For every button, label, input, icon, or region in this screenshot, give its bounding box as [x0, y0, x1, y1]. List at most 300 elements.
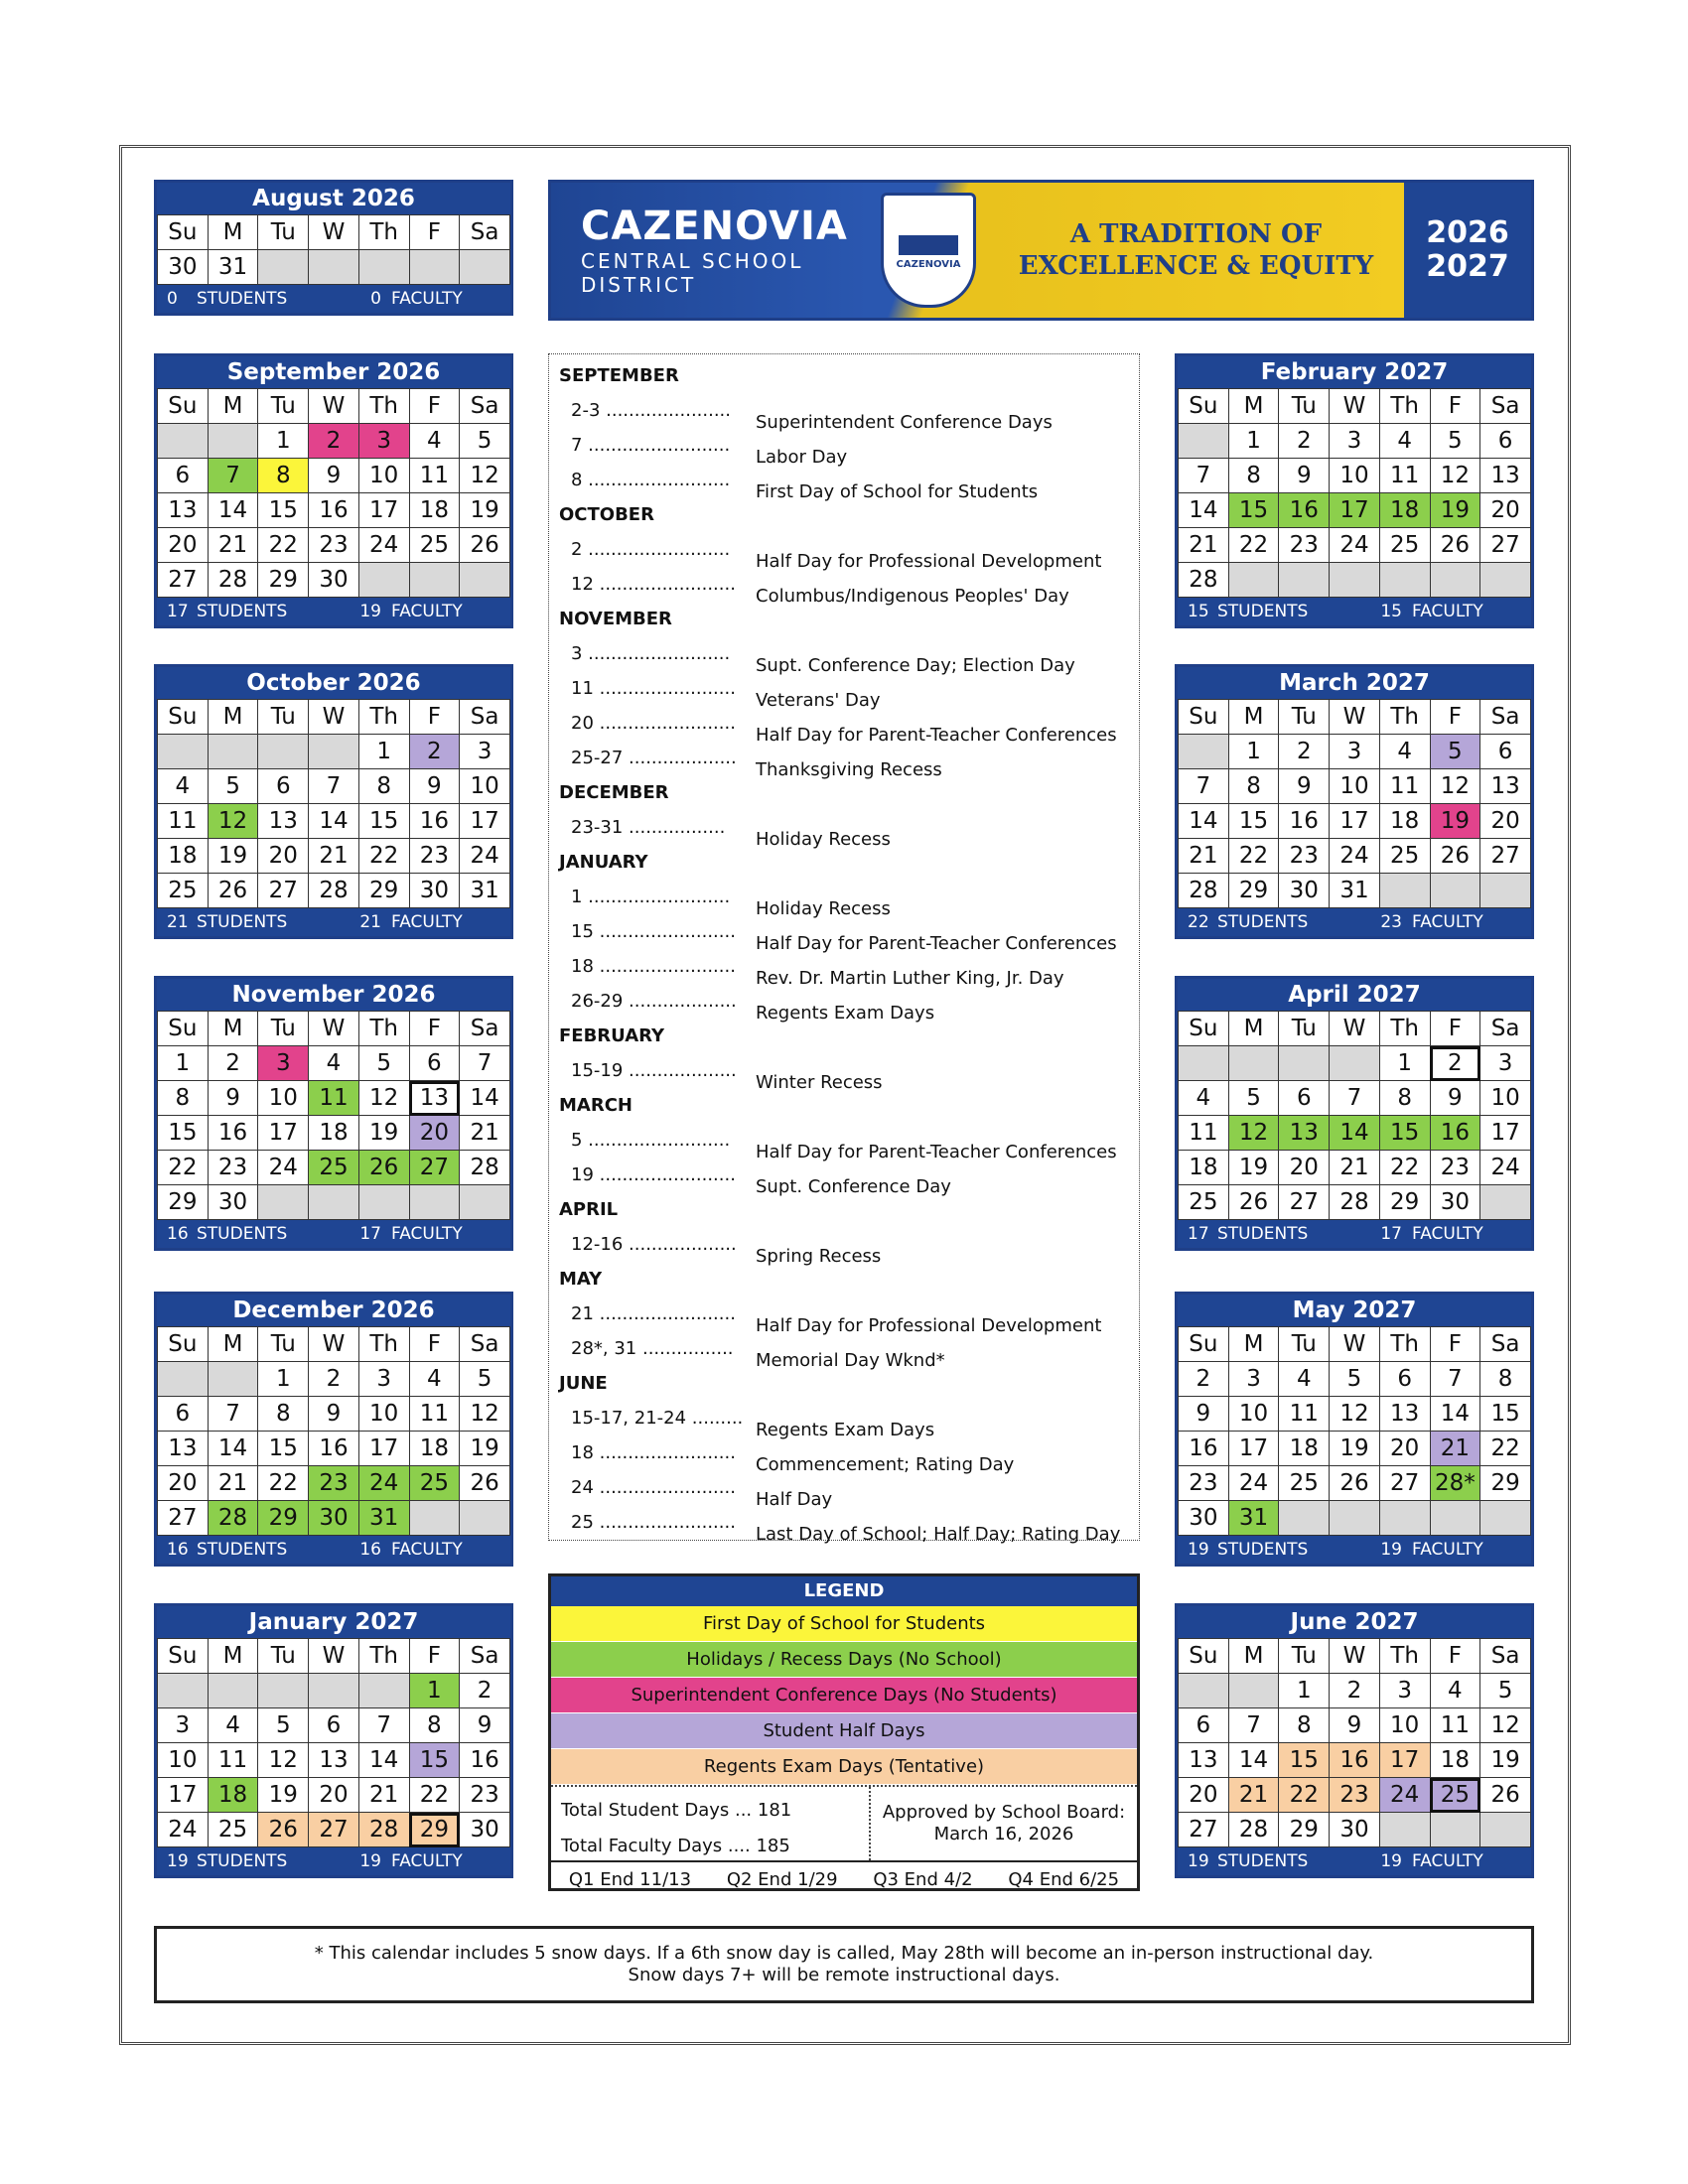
student-count: 0: [167, 289, 178, 309]
weekday-header: Sa: [460, 215, 510, 250]
day-cell: 21: [1179, 839, 1229, 874]
empty-day-cell: [309, 1674, 359, 1708]
student-count: 16: [167, 1540, 189, 1560]
weekday-header: F: [1430, 389, 1480, 424]
day-cell: 3: [460, 735, 510, 769]
day-count-footer: [1178, 1536, 1531, 1564]
weekday-header: Sa: [460, 1327, 510, 1362]
empty-day-cell: [1379, 1501, 1430, 1536]
day-cell: 10: [358, 1397, 409, 1432]
day-cell: 11: [1279, 1397, 1330, 1432]
day-cell: 24: [1480, 1151, 1531, 1185]
weekday-header: Th: [358, 700, 409, 735]
day-cell: 6: [1480, 424, 1531, 459]
day-cell: 15: [1480, 1397, 1531, 1432]
snow-day-note: [154, 1926, 1534, 2003]
faculty-label: FACULTY: [391, 1540, 463, 1560]
day-cell: 30: [158, 250, 209, 285]
empty-day-cell: [158, 1674, 209, 1708]
empty-day-cell: [1480, 563, 1531, 598]
day-cell: 14: [1430, 1397, 1480, 1432]
day-cell: 27: [158, 1501, 209, 1536]
day-cell: 26: [460, 1466, 510, 1501]
day-cell: 12: [358, 1081, 409, 1116]
day-cell: 12: [1480, 1708, 1531, 1743]
empty-day-cell: [1480, 1501, 1531, 1536]
day-cell: 18: [1430, 1743, 1480, 1778]
faculty-label: FACULTY: [1412, 912, 1483, 932]
weekday-header: Sa: [1480, 389, 1531, 424]
day-cell: 21: [208, 1466, 258, 1501]
month-grid: [157, 388, 510, 598]
empty-day-cell: [1228, 563, 1279, 598]
day-cell: 28: [208, 1501, 258, 1536]
day-cell: 23: [1430, 1151, 1480, 1185]
weekday-header: Su: [1179, 389, 1229, 424]
weekday-header: Tu: [258, 1012, 309, 1046]
day-cell: 24: [358, 528, 409, 563]
day-cell: 1: [1228, 735, 1279, 769]
day-cell: 25: [158, 874, 209, 908]
day-cell: 29: [409, 1813, 460, 1847]
faculty-count: 21: [359, 912, 381, 932]
event-date: 12 ........................: [571, 574, 736, 595]
day-cell: 22: [1228, 528, 1279, 563]
day-cell: 10: [358, 459, 409, 493]
day-cell: 14: [1179, 804, 1229, 839]
day-cell: 2: [208, 1046, 258, 1081]
event-description: Supt. Conference Day: [756, 1176, 951, 1197]
weekday-header: F: [409, 215, 460, 250]
event-date: 2-3 ......................: [571, 400, 731, 421]
day-cell: 13: [409, 1081, 460, 1116]
day-cell: 22: [1480, 1432, 1531, 1466]
event-description: First Day of School for Students: [756, 481, 1039, 502]
month-grid: [1178, 388, 1531, 598]
empty-day-cell: [309, 1185, 359, 1220]
day-cell: 14: [460, 1081, 510, 1116]
month-grid: [157, 1638, 510, 1847]
faculty-label: FACULTY: [391, 289, 463, 309]
day-cell: 9: [409, 769, 460, 804]
day-cell: 3: [1330, 735, 1380, 769]
day-cell: 27: [1379, 1466, 1430, 1501]
day-cell: 10: [1379, 1708, 1430, 1743]
day-cell: 29: [258, 1501, 309, 1536]
day-cell: 4: [1430, 1674, 1480, 1708]
day-cell: 19: [1430, 804, 1480, 839]
event-description: Commencement; Rating Day: [756, 1454, 1015, 1475]
student-count: 16: [167, 1224, 189, 1244]
empty-day-cell: [1228, 1046, 1279, 1081]
weekday-header: W: [309, 389, 359, 424]
event-date: 15-17, 21-24 .........: [571, 1408, 744, 1429]
month-calendar-november-2026: [154, 976, 513, 1251]
tagline: [988, 183, 1404, 318]
faculty-count: 19: [1380, 1851, 1402, 1871]
weekday-header: Sa: [460, 700, 510, 735]
total-faculty-days: Total Faculty Days .... 185: [561, 1836, 790, 1856]
day-cell: 10: [460, 769, 510, 804]
day-cell: 31: [1330, 874, 1380, 908]
student-count: 19: [1188, 1540, 1209, 1560]
event-item: [559, 1401, 1129, 1440]
event-date: 26-29 ...................: [571, 991, 737, 1012]
event-item: [559, 984, 1129, 1024]
day-cell: 17: [258, 1116, 309, 1151]
faculty-label: FACULTY: [1412, 602, 1483, 621]
month-title: April 2027: [1178, 979, 1531, 1011]
empty-day-cell: [309, 250, 359, 285]
day-count-footer: [1178, 598, 1531, 625]
event-description: Columbus/Indigenous Peoples' Day: [756, 586, 1069, 607]
day-cell: 4: [1179, 1081, 1229, 1116]
day-cell: 30: [1179, 1501, 1229, 1536]
weekday-header: M: [1228, 700, 1279, 735]
day-cell: 7: [1430, 1362, 1480, 1397]
day-cell: 11: [1179, 1116, 1229, 1151]
weekday-header: Sa: [1480, 1012, 1531, 1046]
empty-day-cell: [1379, 563, 1430, 598]
day-cell: 16: [309, 1432, 359, 1466]
day-cell: 5: [1480, 1674, 1531, 1708]
events-month-heading: MARCH: [559, 1095, 633, 1116]
day-cell: 23: [409, 839, 460, 874]
day-cell: 19: [1330, 1432, 1380, 1466]
empty-day-cell: [1330, 1501, 1380, 1536]
day-cell: 13: [309, 1743, 359, 1778]
weekday-header: M: [208, 700, 258, 735]
q2-end: Q2 End 1/29: [726, 1869, 838, 1890]
event-date: 28*, 31 ................: [571, 1338, 734, 1359]
day-cell: 13: [1179, 1743, 1229, 1778]
events-month-heading: NOVEMBER: [559, 609, 672, 629]
legend: [548, 1573, 1140, 1891]
event-date: 18 ........................: [571, 956, 736, 977]
day-cell: 3: [358, 1362, 409, 1397]
students-label: STUDENTS: [1217, 912, 1309, 932]
day-cell: 12: [258, 1743, 309, 1778]
weekday-header: Th: [358, 389, 409, 424]
faculty-count: 19: [359, 1851, 381, 1871]
day-cell: 2: [1330, 1674, 1380, 1708]
day-cell: 28: [358, 1813, 409, 1847]
day-cell: 16: [1179, 1432, 1229, 1466]
day-cell: 27: [1480, 528, 1531, 563]
day-cell: 7: [208, 1397, 258, 1432]
event-date: 3 .........................: [571, 643, 731, 664]
day-cell: 14: [208, 493, 258, 528]
quarter-ends: [551, 1862, 1137, 1898]
day-cell: 25: [1430, 1778, 1480, 1813]
day-count-footer: [157, 908, 510, 936]
day-cell: 12: [1430, 459, 1480, 493]
day-cell: 30: [409, 874, 460, 908]
faculty-count: 19: [359, 602, 381, 621]
empty-day-cell: [358, 1674, 409, 1708]
day-cell: 31: [460, 874, 510, 908]
weekday-header: W: [309, 700, 359, 735]
day-cell: 20: [1480, 493, 1531, 528]
day-cell: 24: [460, 839, 510, 874]
day-cell: 18: [158, 839, 209, 874]
month-calendar-august-2026: [154, 180, 513, 316]
q3-end: Q3 End 4/2: [873, 1869, 973, 1890]
empty-day-cell: [258, 1185, 309, 1220]
weekday-header: W: [1330, 1327, 1380, 1362]
day-cell: 26: [460, 528, 510, 563]
faculty-count: 19: [1380, 1540, 1402, 1560]
event-description: Rev. Dr. Martin Luther King, Jr. Day: [756, 968, 1064, 989]
day-cell: 7: [1179, 459, 1229, 493]
day-cell: 21: [1330, 1151, 1380, 1185]
day-cell: 8: [358, 769, 409, 804]
weekday-header: Tu: [1279, 1639, 1330, 1674]
day-cell: 1: [358, 735, 409, 769]
day-cell: 26: [1228, 1185, 1279, 1220]
note-line-2: Snow days 7+ will be remote instructional days.: [628, 1965, 1060, 1985]
day-cell: 31: [208, 250, 258, 285]
empty-day-cell: [158, 1362, 209, 1397]
month-calendar-december-2026: [154, 1292, 513, 1567]
day-cell: 6: [409, 1046, 460, 1081]
day-cell: 25: [409, 1466, 460, 1501]
faculty-label: FACULTY: [1412, 1540, 1483, 1560]
day-cell: 30: [309, 1501, 359, 1536]
event-date: 24 ........................: [571, 1477, 736, 1498]
month-grid: [157, 1011, 510, 1220]
legend-first-day: First Day of School for Students: [551, 1606, 1137, 1642]
day-cell: 8: [158, 1081, 209, 1116]
event-date: 18 ........................: [571, 1442, 736, 1463]
day-cell: 19: [460, 1432, 510, 1466]
weekday-header: Tu: [258, 1327, 309, 1362]
event-description: Superintendent Conference Days: [756, 412, 1053, 433]
empty-day-cell: [1430, 1501, 1480, 1536]
empty-day-cell: [409, 563, 460, 598]
empty-day-cell: [409, 250, 460, 285]
day-cell: 6: [258, 769, 309, 804]
day-cell: 18: [208, 1778, 258, 1813]
day-cell: 22: [258, 1466, 309, 1501]
day-cell: 7: [1228, 1708, 1279, 1743]
day-cell: 20: [158, 1466, 209, 1501]
tagline-line-1: A TRADITION OF: [1069, 219, 1323, 249]
day-cell: 5: [1330, 1362, 1380, 1397]
weekday-header: Tu: [1279, 700, 1330, 735]
day-cell: 30: [1430, 1185, 1480, 1220]
day-cell: 18: [309, 1116, 359, 1151]
day-cell: 2: [1430, 1046, 1480, 1081]
event-date: 11 ........................: [571, 678, 736, 699]
student-count: 21: [167, 912, 189, 932]
students-label: STUDENTS: [197, 1540, 288, 1560]
day-cell: 19: [208, 839, 258, 874]
weekday-header: Su: [1179, 1639, 1229, 1674]
empty-day-cell: [409, 1501, 460, 1536]
month-title: October 2026: [157, 667, 510, 699]
day-cell: 7: [309, 769, 359, 804]
school-year: [1404, 183, 1531, 318]
day-cell: 10: [258, 1081, 309, 1116]
day-count-footer: [1178, 908, 1531, 936]
day-cell: 30: [1279, 874, 1330, 908]
empty-day-cell: [1480, 1185, 1531, 1220]
event-item: [559, 1158, 1129, 1197]
legend-supt-conference: Superintendent Conference Days (No Students): [551, 1678, 1137, 1713]
faculty-label: FACULTY: [391, 1851, 463, 1871]
day-cell: 29: [1279, 1813, 1330, 1847]
event-item: [559, 636, 1129, 676]
day-count-footer: [1178, 1847, 1531, 1875]
weekday-header: Tu: [258, 1639, 309, 1674]
weekday-header: Su: [158, 1327, 209, 1362]
day-cell: 12: [1330, 1397, 1380, 1432]
day-cell: 2: [409, 735, 460, 769]
legend-regents: Regents Exam Days (Tentative): [551, 1749, 1137, 1785]
day-cell: 18: [1279, 1432, 1330, 1466]
faculty-label: FACULTY: [1412, 1224, 1483, 1244]
day-cell: 1: [1379, 1046, 1430, 1081]
events-month-heading: FEBRUARY: [559, 1025, 665, 1046]
day-cell: 13: [158, 493, 209, 528]
event-description: Half Day for Professional Development: [756, 1315, 1102, 1336]
day-cell: 17: [1379, 1743, 1430, 1778]
day-cell: 31: [1228, 1501, 1279, 1536]
district-name-block: [551, 183, 869, 318]
day-cell: 21: [1430, 1432, 1480, 1466]
day-cell: 15: [1228, 493, 1279, 528]
day-cell: 22: [1279, 1778, 1330, 1813]
day-cell: 20: [1179, 1778, 1229, 1813]
day-cell: 15: [158, 1116, 209, 1151]
weekday-header: Tu: [258, 389, 309, 424]
faculty-count: 17: [359, 1224, 381, 1244]
weekday-header: F: [409, 700, 460, 735]
day-cell: 8: [1279, 1708, 1330, 1743]
day-cell: 16: [409, 804, 460, 839]
day-cell: 1: [409, 1674, 460, 1708]
legend-holidays: Holidays / Recess Days (No School): [551, 1642, 1137, 1678]
event-description: Holiday Recess: [756, 898, 891, 919]
day-cell: 28*: [1430, 1466, 1480, 1501]
empty-day-cell: [460, 250, 510, 285]
day-cell: 7: [460, 1046, 510, 1081]
event-item: [559, 671, 1129, 711]
day-cell: 27: [258, 874, 309, 908]
day-cell: 3: [1379, 1674, 1430, 1708]
empty-day-cell: [208, 735, 258, 769]
day-cell: 28: [460, 1151, 510, 1185]
day-cell: 22: [1228, 839, 1279, 874]
event-date: 21 ........................: [571, 1303, 736, 1324]
day-cell: 10: [1228, 1397, 1279, 1432]
month-title: December 2026: [157, 1295, 510, 1326]
students-label: STUDENTS: [197, 602, 288, 621]
day-cell: 22: [358, 839, 409, 874]
day-cell: 20: [1279, 1151, 1330, 1185]
day-cell: 6: [309, 1708, 359, 1743]
event-description: Thanksgiving Recess: [756, 759, 942, 780]
faculty-count: 16: [359, 1540, 381, 1560]
empty-day-cell: [208, 1362, 258, 1397]
faculty-count: 23: [1380, 912, 1402, 932]
day-count-footer: [157, 598, 510, 625]
day-cell: 27: [158, 563, 209, 598]
day-cell: 13: [1279, 1116, 1330, 1151]
day-cell: 19: [358, 1116, 409, 1151]
day-cell: 11: [409, 459, 460, 493]
day-cell: 13: [1480, 459, 1531, 493]
events-month-heading: APRIL: [559, 1199, 619, 1220]
event-item: [559, 1331, 1129, 1371]
day-cell: 5: [1228, 1081, 1279, 1116]
event-description: Half Day for Parent-Teacher Conferences: [756, 933, 1117, 954]
month-calendar-march-2027: [1175, 664, 1534, 939]
weekday-header: W: [1330, 1639, 1380, 1674]
empty-day-cell: [1279, 1501, 1330, 1536]
weekday-header: M: [208, 1012, 258, 1046]
day-cell: 9: [460, 1708, 510, 1743]
event-date: 15 ........................: [571, 921, 736, 942]
day-cell: 9: [1179, 1397, 1229, 1432]
day-cell: 31: [358, 1501, 409, 1536]
day-cell: 9: [1279, 459, 1330, 493]
q4-end: Q4 End 6/25: [1008, 1869, 1120, 1890]
day-cell: 17: [1480, 1116, 1531, 1151]
weekday-header: F: [1430, 1639, 1480, 1674]
day-cell: 17: [1330, 493, 1380, 528]
day-cell: 27: [309, 1813, 359, 1847]
day-cell: 21: [309, 839, 359, 874]
day-cell: 15: [258, 493, 309, 528]
day-cell: 28: [309, 874, 359, 908]
legend-title: LEGEND: [551, 1576, 1137, 1606]
faculty-label: FACULTY: [1412, 1851, 1483, 1871]
weekday-header: Tu: [258, 215, 309, 250]
district-crest-icon: CAZENOVIA: [881, 193, 976, 308]
day-cell: 21: [208, 528, 258, 563]
month-calendar-may-2027: [1175, 1292, 1534, 1567]
day-cell: 8: [1379, 1081, 1430, 1116]
weekday-header: W: [309, 1639, 359, 1674]
day-cell: 10: [1330, 459, 1380, 493]
empty-day-cell: [409, 1185, 460, 1220]
weekday-header: F: [409, 389, 460, 424]
weekday-header: Th: [1379, 1012, 1430, 1046]
event-date: 23-31 .................: [571, 817, 726, 838]
event-date: 15-19 ...................: [571, 1060, 737, 1081]
event-date: 19 ........................: [571, 1164, 736, 1185]
day-cell: 18: [1379, 493, 1430, 528]
day-cell: 15: [258, 1432, 309, 1466]
day-cell: 4: [1379, 735, 1430, 769]
day-cell: 23: [460, 1778, 510, 1813]
weekday-header: Th: [358, 1639, 409, 1674]
weekday-header: Sa: [1480, 700, 1531, 735]
day-cell: 15: [1379, 1116, 1430, 1151]
day-cell: 8: [258, 459, 309, 493]
weekday-header: Su: [1179, 700, 1229, 735]
students-label: STUDENTS: [197, 912, 288, 932]
day-cell: 25: [309, 1151, 359, 1185]
important-dates-list: [548, 353, 1140, 1545]
day-cell: 13: [158, 1432, 209, 1466]
month-title: August 2026: [157, 183, 510, 214]
day-cell: 30: [309, 563, 359, 598]
empty-day-cell: [208, 424, 258, 459]
day-cell: 6: [158, 459, 209, 493]
